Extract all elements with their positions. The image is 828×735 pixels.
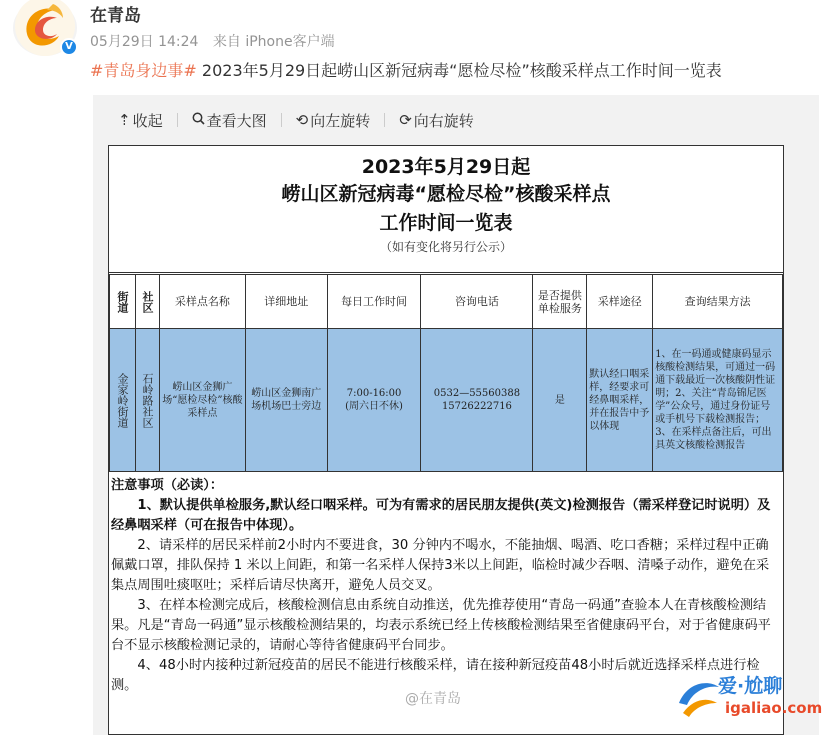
collapse-button[interactable]: [118, 110, 163, 131]
cell-single-tube: 是: [533, 329, 587, 472]
post-text: [90, 58, 722, 81]
rotate-left-label: 向左旋转: [310, 111, 371, 130]
divider: [177, 113, 178, 127]
header-street: 街道: [110, 275, 136, 329]
notice-title-block: [109, 146, 783, 273]
divider: [281, 113, 282, 127]
rotate-left-button[interactable]: [296, 110, 371, 131]
site-watermark-url: igaliao.com: [725, 699, 823, 717]
post-meta: [90, 31, 345, 51]
cell-result-query: 1、在一码通或健康码显示核酸检测结果，可通过一码通下载最近一次核酸阴性证明；2、关注“青岛锦尼医学”公众号，通过身份证号或手机号下载检测报告；3、在采样点备注后，可出具英文核酸检测报告: [653, 329, 783, 472]
notice-title-line3: 工作时间一览表: [379, 212, 513, 234]
note-item-3: 3、在样本检测完成后，核酸检测信息由系统自动推送，优先推荐使用“青岛一码通”查验本人在青核酸检测结果。凡是“青岛一码通”显示核酸检测结果的，均表示系统已经上传核酸检测结果至省健康码平台，对于省健康码平台不显示核酸检测记录的，请耐心等待省健康码平台同步。: [111, 598, 771, 653]
notice-subtitle: （如有变化将另行公示）: [379, 240, 512, 254]
rotate-left-icon: ⟲: [295, 111, 309, 129]
phone-landline: 0532—55560388: [433, 388, 521, 399]
site-watermark: [673, 665, 828, 735]
phone-mobile: 15726222716: [441, 401, 512, 412]
header-site-name: 采样点名称: [159, 275, 245, 329]
cell-hours: [327, 329, 421, 472]
view-large-label: 查看大图: [206, 111, 267, 130]
sampling-site-table: [109, 274, 783, 472]
collapse-icon: ⇡: [118, 111, 131, 129]
view-large-button[interactable]: [192, 110, 267, 131]
note-item-4: 4、48小时内接种过新冠疫苗的居民不能进行核酸采样，请在接种新冠疫苗48小时后就近选择采样点进行检测。: [111, 658, 760, 693]
table-row: [110, 329, 783, 472]
rotate-right-icon: ⟳: [399, 111, 412, 129]
header-result-query: 查询结果方法: [653, 275, 783, 329]
notes-title: 注意事项（必读）：: [111, 478, 224, 493]
header-hours: 每日工作时间: [327, 275, 421, 329]
cell-phone: [421, 329, 533, 472]
site-logo-icon: [673, 673, 723, 723]
rotate-right-button[interactable]: [399, 110, 474, 131]
header-address: 详细地址: [245, 275, 327, 329]
site-watermark-title: 爱·尬聊: [718, 675, 783, 697]
weibo-watermark: @在青岛: [405, 691, 461, 707]
header-single-tube: 是否提供单检服务: [533, 275, 587, 329]
header-method: 采样途径: [587, 275, 653, 329]
username[interactable]: 在青岛: [90, 6, 141, 26]
cell-community: 石岭路社区: [135, 329, 159, 472]
note-item-1: 1、默认提供单检服务,默认经口咽采样。可为有需求的居民朋友提供(英文)检测报告（需采样登记时说明）及经鼻咽采样（可在报告中体现）。: [111, 498, 771, 533]
header-community: 社区: [135, 275, 159, 329]
cell-site-name: 崂山区金狮广场“愿检尽检”核酸采样点: [159, 329, 245, 472]
cell-street: 金家岭街道: [110, 329, 136, 472]
divider: [384, 113, 385, 127]
note-item-2: 2、请采样的居民采样前2小时内不要进食，30 分钟内不喝水，不能抽烟、喝酒、吃口香糖；采样过程中正确佩戴口罩，排队保持 1 米以上间距，和第一名采样人保持3米以上间距，临检时减少吞咽、清嗓子动作，避免在采集点周围吐痰呕吐；采样后请尽快离开，避免人员交叉。: [111, 538, 770, 593]
magnifier-icon: [192, 111, 205, 129]
post-date[interactable]: 05月29日 14:24: [90, 34, 199, 50]
headline-text: 2023年5月29日起崂山区新冠病毒“愿检尽检”核酸采样点工作时间一览表: [196, 61, 722, 80]
verified-badge-icon: V: [60, 38, 78, 56]
post-source: 来自 iPhone客户端: [212, 34, 335, 50]
notice-title-line2: 崂山区新冠病毒“愿检尽检”核酸采样点: [281, 183, 611, 205]
rotate-right-label: 向右旋转: [413, 111, 474, 130]
topic-link[interactable]: #青岛身边事#: [90, 61, 197, 80]
cell-method: 默认经口咽采样，经要求可经鼻咽采样，并在报告中予以体现: [587, 329, 653, 472]
table-header-row: [110, 275, 783, 329]
cell-address: 崂山区金狮南广场机场巴士旁边: [245, 329, 327, 472]
notice-title-line1: 2023年5月29日起: [361, 156, 531, 178]
image-toolbar: [118, 108, 474, 132]
hours-note: (周六日不休): [345, 401, 403, 412]
collapse-label: 收起: [132, 111, 163, 130]
hours-range: 7:00-16:00: [346, 388, 402, 399]
notice-image[interactable]: [108, 145, 784, 735]
notice-notes: [109, 474, 783, 696]
header-phone: 咨询电话: [421, 275, 533, 329]
